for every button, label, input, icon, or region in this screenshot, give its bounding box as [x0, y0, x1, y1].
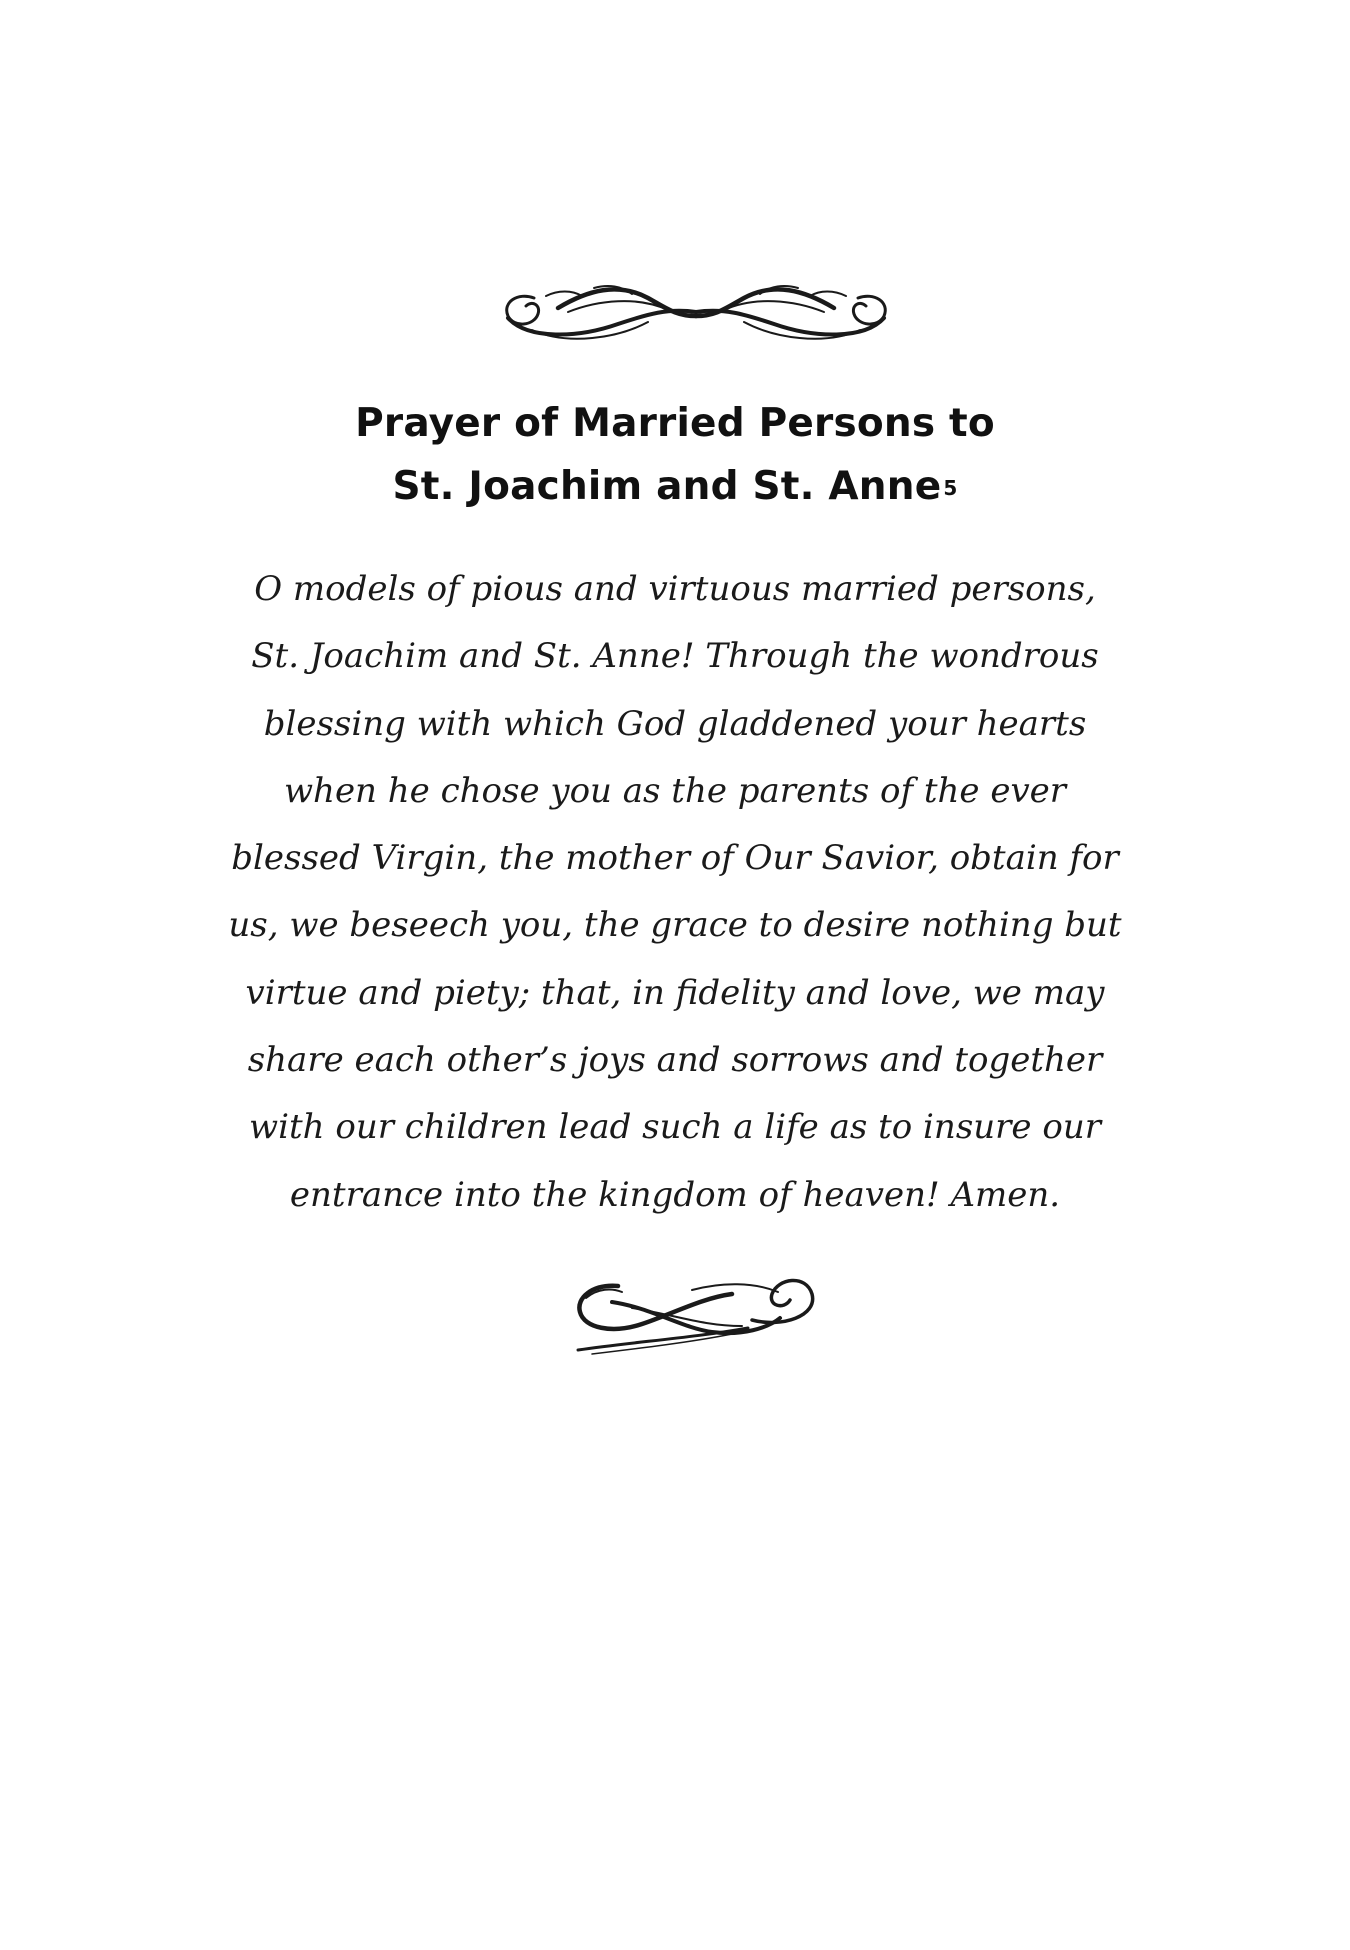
- prayer-line: blessing with which God gladdened your hearts: [263, 703, 1087, 744]
- footnote-marker: 5: [943, 476, 958, 500]
- prayer-line: St. Joachim and St. Anne! Through the wondrous: [251, 636, 1099, 677]
- flourish-ornament-icon: [498, 268, 894, 346]
- prayer-line: when he chose you as the parents of the ever: [283, 770, 1067, 811]
- title-line-2: [0, 455, 1350, 518]
- prayer-line: virtue and piety; that, in fidelity and love, we may: [245, 972, 1105, 1013]
- prayer-line: with our children lead such a life as to insure our: [249, 1107, 1101, 1148]
- prayer-line: share each other’s joys and sorrows and together: [247, 1040, 1103, 1081]
- prayer-line: blessed Virgin, the mother of Our Savior, obtain for: [231, 838, 1119, 879]
- title-line-1: Prayer of Married Persons to: [355, 401, 995, 446]
- title-line-2-text: St. Joachim and St. Anne: [392, 464, 942, 509]
- prayer-title: [0, 392, 1350, 518]
- prayer-line: entrance into the kingdom of heaven! Amen.: [289, 1174, 1061, 1215]
- flourish-ornament-icon: [572, 1268, 822, 1356]
- prayer-body: [190, 556, 1160, 1229]
- prayer-line: O models of pious and virtuous married persons,: [254, 569, 1096, 609]
- prayer-line: us, we beseech you, the grace to desire nothing but: [228, 905, 1122, 946]
